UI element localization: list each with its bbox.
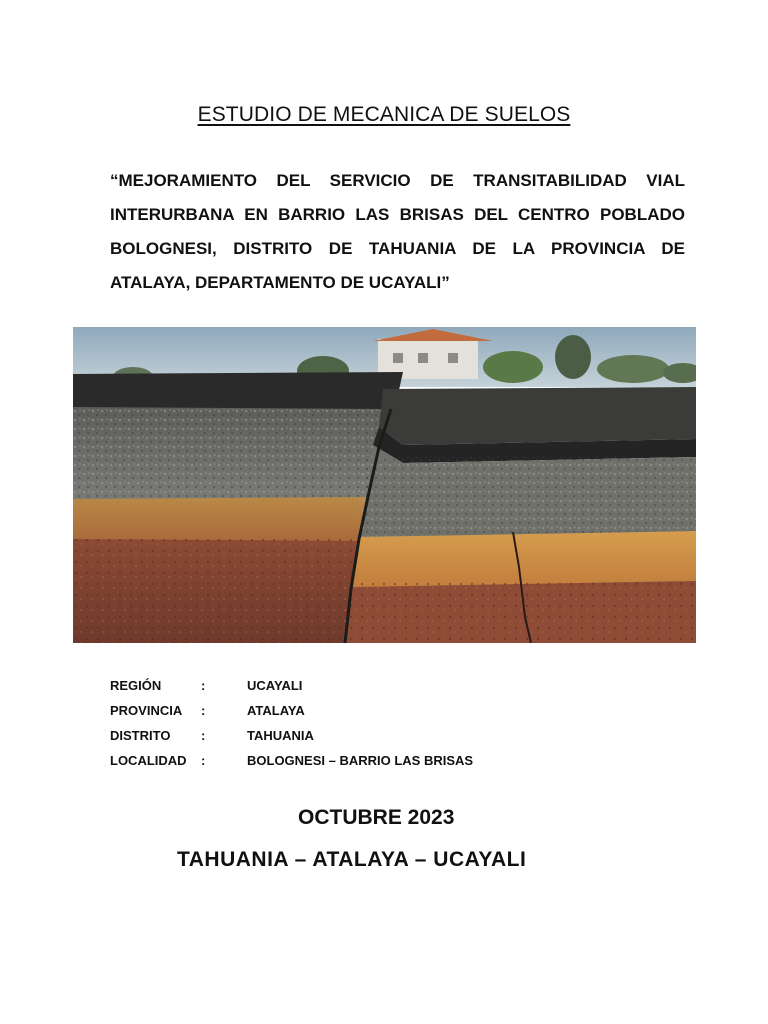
document-date: OCTUBRE 2023 [298, 806, 455, 829]
info-label: PROVINCIA [110, 703, 183, 718]
project-name: “MEJORAMIENTO DEL SERVICIO DE TRANSITABILIDAD VIAL INTERURBANA EN BARRIO LAS BRISAS DEL CENTRO POBLADO BOLOGNESI, DISTRITO DE TAHUANIA DE LA PROVINCIA DE ATALAYA, DEPARTAMENTO DE UCAYALI” [110, 171, 685, 292]
info-separator: : [201, 678, 206, 693]
soil-profile-photo [73, 327, 696, 643]
document-title: ESTUDIO DE MECANICA DE SUELOS [197, 103, 571, 126]
info-label: LOCALIDAD [110, 753, 187, 768]
info-label: DISTRITO [110, 728, 171, 743]
document-place: TAHUANIA – ATALAYA – UCAYALI [177, 848, 527, 871]
info-value: ATALAYA [247, 703, 305, 718]
info-separator: : [201, 728, 206, 743]
info-separator: : [201, 753, 206, 768]
info-value: BOLOGNESI – BARRIO LAS BRISAS [247, 753, 474, 768]
info-value: UCAYALI [247, 678, 303, 693]
info-label: REGIÓN [110, 678, 162, 693]
info-separator: : [201, 703, 206, 718]
info-value: TAHUANIA [247, 728, 314, 743]
